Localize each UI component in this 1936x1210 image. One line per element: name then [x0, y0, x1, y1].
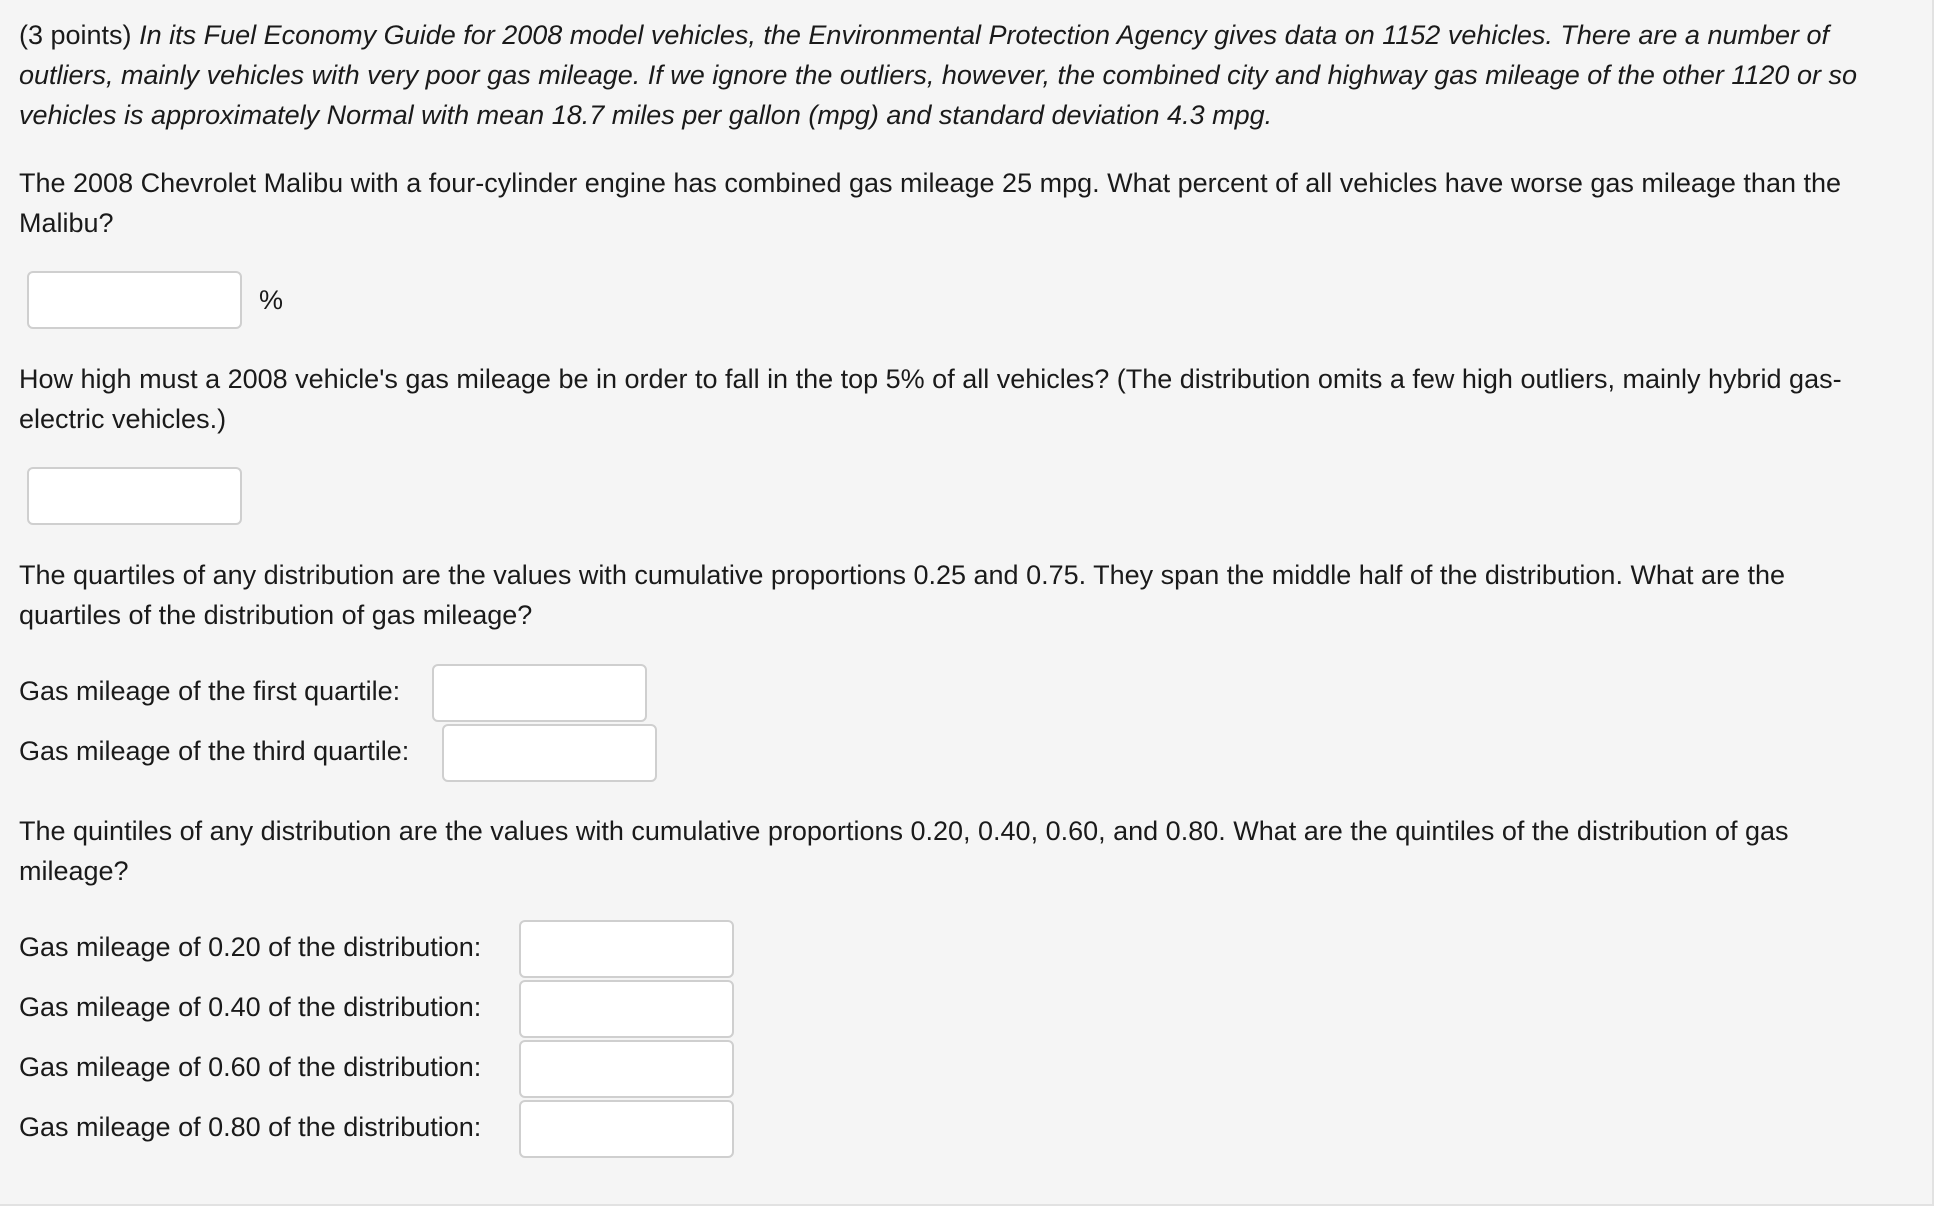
- question-1-line: Malibu?: [19, 208, 114, 238]
- quintile-060-label: Gas mileage of 0.60 of the distribution:: [19, 1052, 482, 1082]
- first-quartile-input[interactable]: [432, 664, 647, 722]
- question-1-line: The 2008 Chevrolet Malibu with a four-cylinder engine has combined gas mileage 25 mpg. What percent of all vehicles have worse gas mileage than the: [19, 168, 1842, 198]
- third-quartile-label: Gas mileage of the third quartile:: [19, 736, 410, 766]
- quintile-060-input[interactable]: [519, 1040, 734, 1098]
- quintile-080-input[interactable]: [519, 1100, 734, 1158]
- question-2-text: [19, 359, 1842, 439]
- quintile-080-label: Gas mileage of 0.80 of the distribution:: [19, 1112, 482, 1142]
- points-label: (3 points): [19, 20, 132, 50]
- question-4-line: The quintiles of any distribution are the values with cumulative proportions 0.20, 0.40, 0.60, and 0.80. What are the quintiles of the distribution of gas: [19, 816, 1789, 846]
- top-5-percent-input[interactable]: [27, 467, 242, 525]
- question-4-line: mileage?: [19, 856, 129, 886]
- percent-unit-label: %: [259, 285, 284, 315]
- statement-text: In its Fuel Economy Guide for 2008 model vehicles, the Environmental Protection Agency gives data on 1152 vehicles. There are a number of: [139, 20, 1830, 50]
- question-1-text: [19, 163, 1841, 243]
- third-quartile-input[interactable]: [442, 724, 657, 782]
- question-3-line: quartiles of the distribution of gas mileage?: [19, 600, 533, 630]
- question-2-line: electric vehicles.): [19, 404, 227, 434]
- quintile-040-input[interactable]: [519, 980, 734, 1038]
- statement-line-1: [19, 15, 1857, 55]
- quintile-020-label: Gas mileage of 0.20 of the distribution:: [19, 932, 482, 962]
- statement-line-3: vehicles is approximately Normal with mean 18.7 miles per gallon (mpg) and standard deviation 4.3 mpg.: [19, 100, 1273, 130]
- problem-statement: [19, 15, 1857, 135]
- first-quartile-label: Gas mileage of the first quartile:: [19, 676, 401, 706]
- statement-line-2: outliers, mainly vehicles with very poor gas mileage. If we ignore the outliers, however, the combined city and highway gas mileage of the other 1120 or so: [19, 60, 1857, 90]
- question-4-text: [19, 811, 1789, 891]
- quintile-040-label: Gas mileage of 0.40 of the distribution:: [19, 992, 482, 1022]
- question-3-line: The quartiles of any distribution are the values with cumulative proportions 0.25 and 0.75. They span the middle half of the distribution. What are the: [19, 560, 1786, 590]
- question-2-line: How high must a 2008 vehicle's gas mileage be in order to fall in the top 5% of all vehicles? (The distribution omits a few high outliers, mainly hybrid gas-: [19, 364, 1842, 394]
- percent-answer-input[interactable]: [27, 271, 242, 329]
- quintile-020-input[interactable]: [519, 920, 734, 978]
- question-3-text: [19, 555, 1785, 635]
